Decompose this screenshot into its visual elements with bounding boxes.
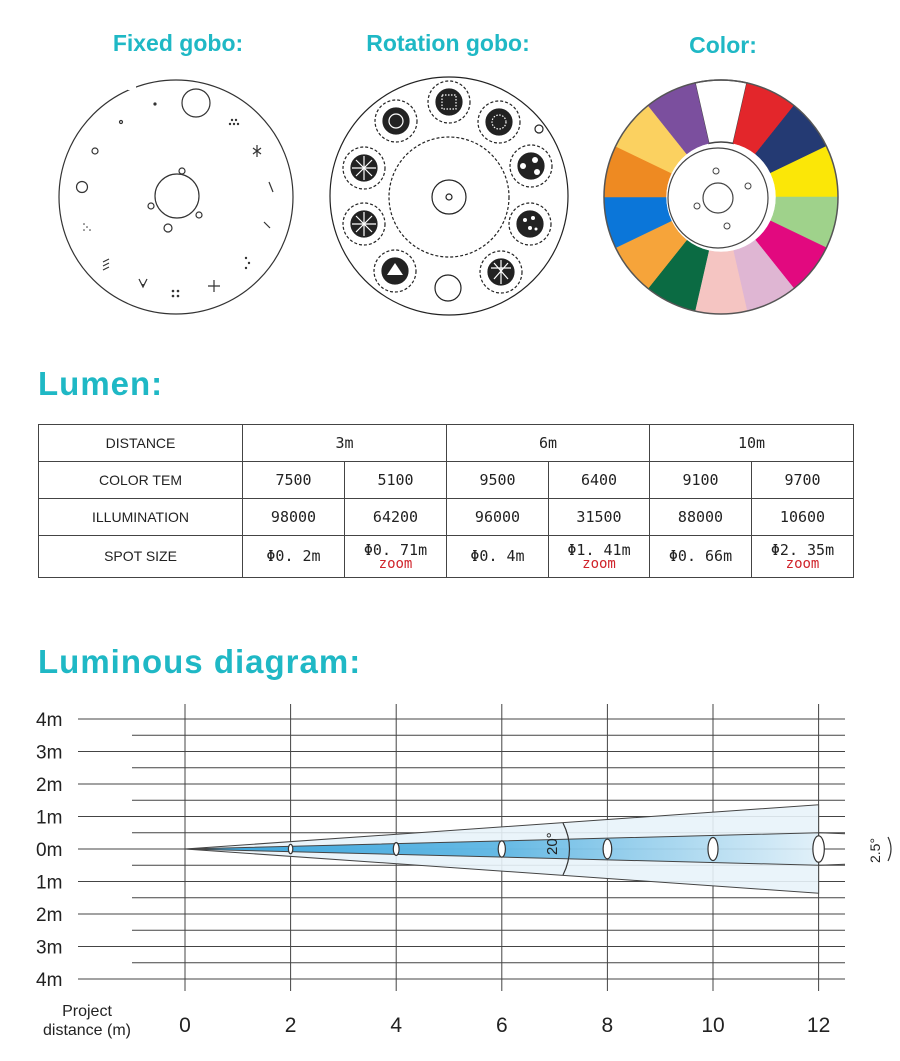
rotation-gobo-title: Rotation gobo: [366,30,530,56]
table-cell: 10600 [752,499,854,536]
y-tick-label: 0m [36,840,63,861]
x-tick-label: 12 [806,1014,831,1037]
y-tick-label: 2m [36,775,63,796]
table-cell: 6400 [549,462,650,499]
table-cell: 7500 [243,462,345,499]
y-tick-label: 1m [36,872,63,894]
spot-value: Φ0. 2m [266,547,321,565]
x-tick-label: 2 [284,1014,297,1037]
illumination-row [39,499,854,536]
lumen-table [38,424,854,578]
rotation-gobo-wheel [330,77,568,315]
spot-mark [288,844,292,853]
table-cell: 64200 [345,499,447,536]
table-cell: 5100 [345,462,447,499]
table-cell: 9100 [650,462,752,499]
color-wheel [604,80,838,314]
color-temp-row [39,462,854,499]
distance-10m: 10m [650,425,854,462]
table-cell [549,536,650,578]
y-tick-label: 4m [36,710,63,731]
x-tick-label: 6 [495,1014,508,1037]
row-label: ILLUMINATION [39,499,243,536]
spot-mark [603,839,612,859]
spot-mark [498,841,505,857]
spot-value: Φ0. 4m [470,547,525,565]
y-tick-label: 1m [36,807,63,829]
table-cell: 96000 [447,499,549,536]
distance-6m: 6m [447,425,650,462]
table-cell: 9500 [447,462,549,499]
lumen-title: Lumen: [38,365,164,402]
y-tick-label: 2m [36,905,63,926]
luminous-title: Luminous diagram: [38,643,362,680]
x-axis-label: Project [62,1003,112,1020]
table-cell: 31500 [549,499,650,536]
spot-value: Φ1. 41m [567,540,631,559]
y-tick-label: 3m [36,937,63,959]
zoom-note: zoom [582,555,616,572]
table-cell [243,536,345,578]
luminous-diagram [0,690,900,1050]
fixed-gobo-title: Fixed gobo: [112,30,244,56]
wheels-graphic [0,0,900,330]
distance-3m: 3m [243,425,447,462]
x-tick-label: 4 [390,1014,403,1037]
table-cell: 9700 [752,462,854,499]
y-tick-label: 4m [36,970,63,991]
x-tick-label: 0 [179,1014,191,1037]
fixed-gobo-wheel [59,80,293,314]
spot-value: Φ2. 35m [770,540,835,559]
spot-mark [393,843,399,856]
narrow-angle-label: 2.5° [867,837,883,863]
table-cell: 98000 [243,499,345,536]
spot-mark [813,836,824,862]
table-cell [752,536,854,578]
table-cell [345,536,447,578]
spot-size-row [39,536,854,578]
table-cell [447,536,549,578]
zoom-note: zoom [785,555,820,572]
color-wheel-title: Color: [689,32,757,58]
table-cell: 88000 [650,499,752,536]
zoom-note: zoom [378,555,413,572]
x-tick-label: 8 [601,1014,614,1037]
spot-mark [708,838,718,861]
distance-row [39,425,854,462]
row-label: COLOR TEM [39,462,243,499]
angle-arc-narrow [888,837,891,861]
spot-value: Φ0. 71m [363,540,428,559]
row-label: SPOT SIZE [39,536,243,578]
distance-label: DISTANCE [39,425,243,462]
x-tick-label: 10 [701,1014,725,1037]
y-tick-label: 3m [36,742,63,764]
table-cell [650,536,752,578]
x-axis-label: distance (m) [42,1022,132,1039]
spot-value: Φ0. 66m [668,547,733,565]
wide-angle-label: 20° [544,832,561,855]
